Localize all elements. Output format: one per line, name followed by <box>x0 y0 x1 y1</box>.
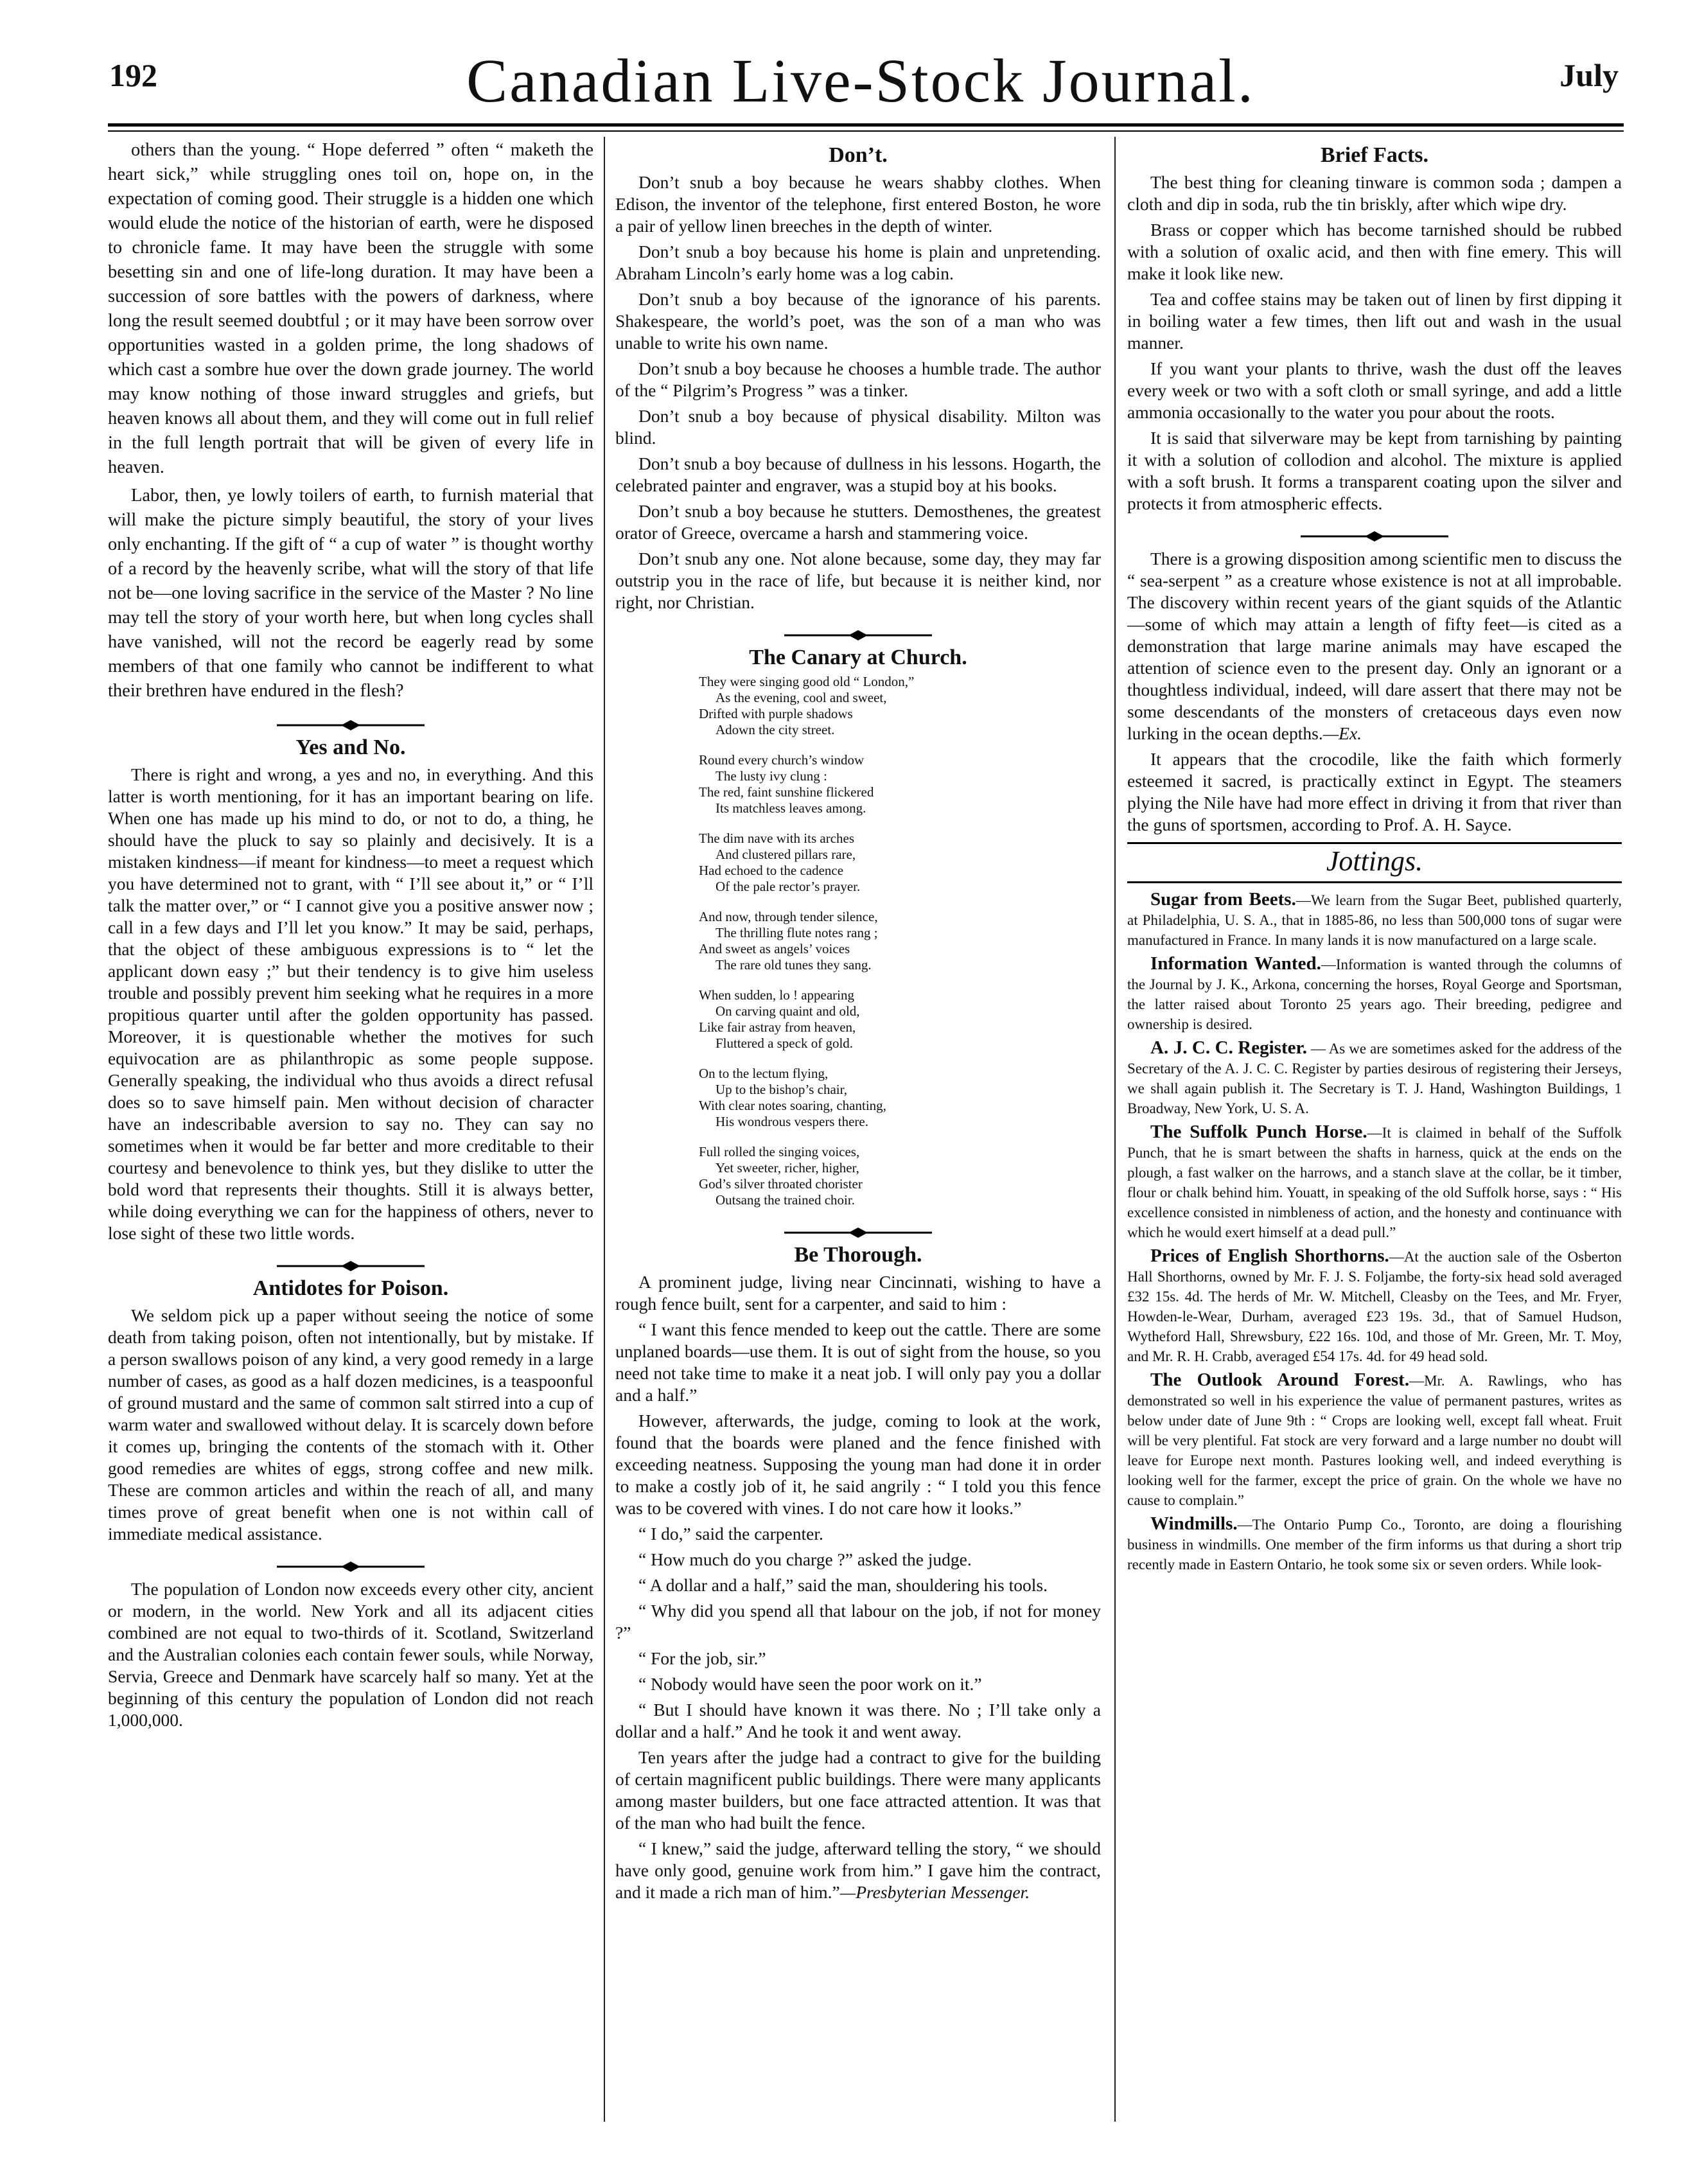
poem-stanza <box>699 909 1101 973</box>
poem-line: And sweet as angels’ voices <box>699 941 850 956</box>
section-title: Brief Facts. <box>1320 143 1429 167</box>
jotting-head: Prices of English Shorthorns. <box>1150 1246 1389 1266</box>
article-paragraph: However, afterwards, the judge, coming to look at the work, found that the boards were planed and the fence finished with exceeding neatness. Supposing the young man had done it in order to make a costly job of it, he said angrily : “ I told you this fence was to be covered with vines. I do not care how it looks.” <box>615 1411 1101 1518</box>
article-paragraph: Don’t snub a boy because of physical disability. Milton was blind. <box>615 406 1101 448</box>
article-paragraph: “ A dollar and a half,” said the man, shouldering his tools. <box>638 1575 1048 1595</box>
article-paragraph: A prominent judge, living near Cincinnati, wishing to have a rough fence built, sent for a carpenter, and said to him : <box>615 1272 1101 1314</box>
poem-line: The thrilling flute notes rang ; <box>716 925 878 940</box>
jotting-item <box>1127 1246 1622 1366</box>
jotting-head: Windmills. <box>1150 1513 1238 1534</box>
section-rule <box>1127 842 1622 844</box>
column-divider <box>1114 137 1116 2122</box>
poem-line: Adown the city street. <box>716 722 835 737</box>
poem-line: The red, faint sunshine flickered <box>699 784 874 800</box>
article-paragraph: Don’t snub any one. Not alone because, some day, they may far outstrip you in the race of life, but because it is neither kind, nor right, nor Christian. <box>615 549 1101 612</box>
section-rule <box>1127 881 1622 883</box>
jotting-text: —We learn from the Sugar Beet, published quarterly, at Philadelphia, U. S. A., that in 1885-86, no less than 500,000 tons of sugar were manufactured in France. In many lands it is now manufactured on a large scale. <box>1127 892 1622 948</box>
section-title: Yes and No. <box>295 735 406 759</box>
section-title: Don’t. <box>829 143 888 167</box>
poem-line: On carving quaint and old, <box>716 1003 860 1019</box>
jotting-text: —At the auction sale of the Osberton Hall Shorthorns, owned by Mr. F. J. S. Foljambe, the forty-six head sold averaged £32 15s. 4d. The herds of Mr. W. Mitchell, Cleasby on the Tees, and Mr. Fryer, Howden-le-Wear, Durham, averaged £23 19s. 3d., that of Samuel Hudson, Wytheford Hall, Shrewsbury, £22 16s. 10d, and those of Mr. Green, Mr. T. Moy, and Mr. R. H. Crabb, averaged £54 17s. 4d. for 49 head sold. <box>1127 1249 1622 1364</box>
article-paragraph: “ Nobody would have seen the poor work on it.” <box>638 1674 982 1694</box>
poem-line: Yet sweeter, richer, higher, <box>716 1160 859 1176</box>
article-paragraph: Don’t snub a boy because he wears shabby clothes. When Edison, the inventor of the telephone, first entered Boston, he wore a pair of yellow linen breeches in the depth of winter. <box>615 172 1101 236</box>
poem-line: The rare old tunes they sang. <box>716 957 872 973</box>
section-ornament <box>108 1256 593 1271</box>
article-paragraph: If you want your plants to thrive, wash the dust off the leaves every week or two with a soft cloth or small syringe, and add a little ammonia occasionally to the water you pour about the roots. <box>1127 358 1622 422</box>
poem-line: Had echoed to the cadence <box>699 863 844 878</box>
article-source: —Ex. <box>1322 723 1362 743</box>
jotting-text: —The Ontario Pump Co., Toronto, are doing a flourishing business in windmills. One member of the firm informs us that during a short trip recently made in Eastern Ontario, he took some six or seven orders. While look- <box>1127 1517 1622 1572</box>
article-paragraph: “ For the job, sir.” <box>638 1648 766 1668</box>
article-paragraph: Labor, then, ye lowly toilers of earth, to furnish material that will make the picture simply beautiful, the story of your lives only enchanting. If the gift of “ a cup of water ” is thought worthy of a record by the heavenly scribe, what will the story of that life not be—one loving sacrifice in the service of the Master ? No line may tell the story of your worth here, but when long cycles shall have vanished, will not the record be eagerly read by some members of that one family who cannot be indifferent to what their brethren have endured in the flesh? <box>108 486 593 701</box>
poem-line: Full rolled the singing voices, <box>699 1144 860 1159</box>
jotting-text: — As we are sometimes asked for the address of the Secretary of the A. J. C. C. Register by parties desirous of registering their Jerseys, we shall again publish it. The Secretary is T. J. Hand, Washington Buildings, 1 Broadway, New York, U. S. A. <box>1127 1041 1622 1116</box>
section-ornament <box>615 625 1101 640</box>
article-paragraph: Tea and coffee stains may be taken out of linen by first dipping it in boiling water a few times, then lift out and wash in the usual manner. <box>1127 289 1622 353</box>
article-paragraph: There is right and wrong, a yes and no, in everything. And this latter is worth mentioning, for it has an important bearing on life. When one has made up his mind to do, or not to do, a thing, he should have the pluck to say so plainly and decisively. It is a mistaken kindness—if meant for kindness—to meet a request which you have determined not to grant, with “ I’ll see about it,” or “ I’ll talk the matter over,” or “ I cannot give you a positive answer now ; call in a few days and I’ll let you know.” It may be said, perhaps, that the object of these ambiguous expressions is to “ let the applicant down easy ;” but their tendency is to give him useless trouble and possibly prevent him seeking what he requires in a more propitious quarter until after the golden opportunity has passed. Moreover, it is questionable whether the motives for such equivocation are as philanthropic as some people suppose. Generally speaking, the individual who thus avoids a direct refusal does so to save himself pain. Men without decision of character have an indescribable aversion to say no. They can say no sometimes when it would be far better and more creditable to their courtesy and benevolence to think yes, but they dislike to utter the bold word that represents their thoughts. Still it is always better, while doing everything we can for the happiness of others, never to lose sight of these two little words. <box>108 764 593 1243</box>
jotting-head: Sugar from Beets. <box>1150 889 1296 910</box>
poem-line: His wondrous vespers there. <box>716 1114 868 1129</box>
jotting-item <box>1127 1122 1622 1242</box>
column-left <box>108 138 593 2142</box>
article-source: —Presbyterian Messenger. <box>839 1882 1030 1902</box>
poem-stanza <box>699 752 1101 816</box>
poem-line: When sudden, lo ! appearing <box>699 987 855 1003</box>
jotting-item <box>1127 890 1622 950</box>
column-middle <box>615 138 1101 2142</box>
poem-line: Drifted with purple shadows <box>699 706 853 721</box>
poem-line: Up to the bishop’s chair, <box>716 1082 848 1097</box>
poem-line: As the evening, cool and sweet, <box>716 690 887 705</box>
poem-line: The lusty ivy clung : <box>716 768 827 784</box>
poem-line: God’s silver throated chorister <box>699 1176 863 1192</box>
article-text: “ I knew,” said the judge, afterward telling the story, “ we should have only good, genuine work from him.” I gave him the contract, and it made a rich man of him.” <box>615 1838 1101 1902</box>
poem-stanza <box>699 1066 1101 1130</box>
poem-line: The dim nave with its arches <box>699 831 855 846</box>
poem-stanza <box>699 1144 1101 1208</box>
article-paragraph: Brass or copper which has become tarnished should be rubbed with a solution of oxalic acid, and then with fine emery. This will make it look like new. <box>1127 220 1622 283</box>
article-paragraph: We seldom pick up a paper without seeing the notice of some death from taking poison, often not intentionally, but by mistake. If a person swallows poison of any kind, a very good remedy in a large number of cases, as good as a half dozen medicines, is a teaspoonful of ground mustard and the same of common salt stirred into a cup of warm water and swallowed without delay. It is scarcely down before it comes up, bringing the contents of the stomach with it. Other good remedies are whites of eggs, strong coffee and new milk. These are common articles and within the reach of all, and many times prove of great benefit when one is not within call of immediate medical assistance. <box>108 1305 593 1544</box>
section-title: Be Thorough. <box>794 1243 922 1267</box>
article-paragraph: “ I do,” said the carpenter. <box>638 1524 823 1544</box>
masthead-title: Canadian Live-Stock Journal. <box>466 46 1255 115</box>
poem-line: Of the pale rector’s prayer. <box>716 879 861 894</box>
article-paragraph: It is said that silverware may be kept from tarnishing by painting it with a solution of collodion and alcohol. The mixture is applied with a soft brush. It forms a transparent coating upon the silver and protects it from atmospheric effects. <box>1127 428 1622 513</box>
poem-line: Outsang the trained choir. <box>716 1192 855 1208</box>
column-divider <box>604 137 605 2122</box>
poem-line: They were singing good old “ London,” <box>699 674 915 689</box>
poem-line: Its matchless leaves among. <box>716 800 866 816</box>
jotting-item <box>1127 954 1622 1034</box>
article-text: There is a growing disposition among scientific men to discuss the “ sea-serpent ” as a creature whose existence is not at all improbable. The discovery within recent years of the giant squids of the Atlantic—some of which may attain a length of fifty feet—is cited as a demonstration that large marine animals may have escaped the attention of science even to the present day. Only an ignorant or a thoughtless individual, indeed, will dare assert that there may not be some descendants of the monsters of cretaceous days even now lurking in the ocean depths. <box>1127 549 1622 743</box>
jotting-item <box>1127 1370 1622 1510</box>
article-paragraph: Don’t snub a boy because his home is plain and unpretending. Abraham Lincoln’s early home was a log cabin. <box>615 242 1101 283</box>
poem-line: On to the lectum flying, <box>699 1066 829 1081</box>
article-paragraph: “ Why did you spend all that labour on the job, if not for money ?” <box>615 1601 1101 1642</box>
column-right <box>1127 138 1622 2142</box>
jotting-text: —It is claimed in behalf of the Suffolk Punch, that he is smart between the shafts in harness, quick at the ends on the plough, a fast walker on the harrows, and a stanch slave at the collar, be it timber, flour or chalk behind him. Youatt, in speaking of the old Suffolk horse, says : “ His excellence consisted in nimbleness of action, and the honesty and continuance with which he would exert himself at a dead pull.” <box>1127 1125 1622 1240</box>
jotting-head: A. J. C. C. Register. <box>1150 1037 1307 1058</box>
jotting-head: The Outlook Around Forest. <box>1150 1369 1410 1390</box>
article-paragraph: Don’t snub a boy because of dullness in his lessons. Hogarth, the celebrated painter and engraver, was a stupid boy at his books. <box>615 454 1101 495</box>
section-ornament <box>1127 526 1622 542</box>
section-ornament <box>108 715 593 730</box>
jotting-item <box>1127 1038 1622 1118</box>
header-rule-thick <box>108 123 1624 127</box>
section-ornament <box>108 1556 593 1572</box>
section-title: Jottings. <box>1326 845 1423 877</box>
jotting-item <box>1127 1514 1622 1574</box>
jotting-head: Information Wanted. <box>1150 953 1321 974</box>
poem-stanza <box>699 987 1101 1052</box>
poem-line: Round every church’s window <box>699 752 865 768</box>
article-paragraph: Don’t snub a boy because he stutters. Demosthenes, the greatest orator of Greece, overcame a harsh and stammering voice. <box>615 501 1101 543</box>
header-rule-thin <box>108 130 1624 132</box>
page-header <box>96 19 1625 115</box>
poem-line: With clear notes soaring, chanting, <box>699 1098 886 1113</box>
poem-stanza <box>699 674 1101 738</box>
poem-line: And now, through tender silence, <box>699 909 878 924</box>
article-paragraph: Ten years after the judge had a contract to give for the building of certain magnificent public buildings. There were many applicants among master builders, but one face attracted attention. It was that of the man who had built the fence. <box>615 1747 1101 1833</box>
article-paragraph: The population of London now exceeds every other city, ancient or modern, in the world. New York and all its adjacent cities combined are not equal to two-thirds of it. Scotland, Switzerland and the Australian colonies each contain fewer souls, while Norway, Servia, Greece and Denmark have scarcely half so many. Yet at the beginning of this century the population of London did not reach 1,000,000. <box>108 1579 593 1730</box>
poem-stanza <box>699 831 1101 895</box>
poem-line: Like fair astray from heaven, <box>699 1019 856 1035</box>
article-paragraph <box>1127 548 1622 744</box>
article-paragraph <box>615 1838 1101 1903</box>
article-paragraph: Don’t snub a boy because he chooses a humble trade. The author of the “ Pilgrim’s Progress ” was a tinker. <box>615 358 1101 400</box>
jotting-head: The Suffolk Punch Horse. <box>1150 1122 1367 1142</box>
section-title: The Canary at Church. <box>749 646 967 669</box>
page-number: 192 <box>109 57 157 93</box>
section-title: Antidotes for Poison. <box>252 1276 449 1300</box>
article-paragraph: It appears that the crocodile, like the faith which formerly esteemed it sacred, is practically extinct in Egypt. The steamers plying the Nile have had more effect in driving it from that river than the guns of sportsmen, according to Prof. A. H. Sayce. <box>1127 749 1622 834</box>
poem <box>699 674 1101 1208</box>
poem-line: Fluttered a speck of gold. <box>716 1035 854 1051</box>
jotting-text: —Information is wanted through the columns of the Journal by J. K., Arkona, concerning the horses, Royal George and Sportsman, the latter raised about Toronto 25 years ago. Their breeding, pedigree and ownership is desired. <box>1127 956 1622 1032</box>
section-ornament <box>615 1222 1101 1238</box>
article-paragraph: “ I want this fence mended to keep out the cattle. There are some unplaned boards—use them. It is out of sight from the house, so you need not take time to make it a neat job. I will only pay you a dollar and a half.” <box>615 1319 1101 1405</box>
article-paragraph: “ But I should have known it was there. No ; I’ll take only a dollar and a half.” And he took it and went away. <box>615 1700 1101 1741</box>
poem-line: And clustered pillars rare, <box>716 847 856 862</box>
article-paragraph: others than the young. “ Hope deferred ” often “ maketh the heart sick,” while struggling ones toil on, hope on, in the expectation of coming good. Their struggle is a hidden one which would elude the notice of the historian of earth, were he disposed to chronicle fame. It may have been the struggle with some besetting sin and one of life-long duration. It may have been a succession of sore battles with the powers of darkness, where long the result seemed doubtful ; or it may have been sorrow over opportunities wasted in a golden prime, the long shadows of which cast a sombre hue over the down grade journey. The world may know nothing of those inward struggles and griefs, but heaven knows all about them, and they will come out in full relief in the full length portrait that will be given of every life in heaven. <box>108 140 593 477</box>
article-paragraph: “ How much do you charge ?” asked the judge. <box>638 1549 972 1569</box>
issue-month: July <box>1559 57 1619 93</box>
jotting-text: —Mr. A. Rawlings, who has demonstrated so well in his experience the value of permanent pastures, writes as below under date of June 9th : “ Crops are looking well, except fall wheat. Fruit will be very plentiful. Fat stock are very forward and a large number no doubt will leave for Europe next month. Pastures looking well, and indeed everything is looking well for the farmer, except the price of grain. On the whole we have no cause to complain.” <box>1127 1373 1622 1508</box>
article-paragraph: The best thing for cleaning tinware is common soda ; dampen a cloth and dip in soda, rub the tin briskly, after which wipe dry. <box>1127 172 1622 214</box>
article-paragraph: Don’t snub a boy because of the ignorance of his parents. Shakespeare, the world’s poet, was the son of a man who was unable to write his own name. <box>615 289 1101 353</box>
